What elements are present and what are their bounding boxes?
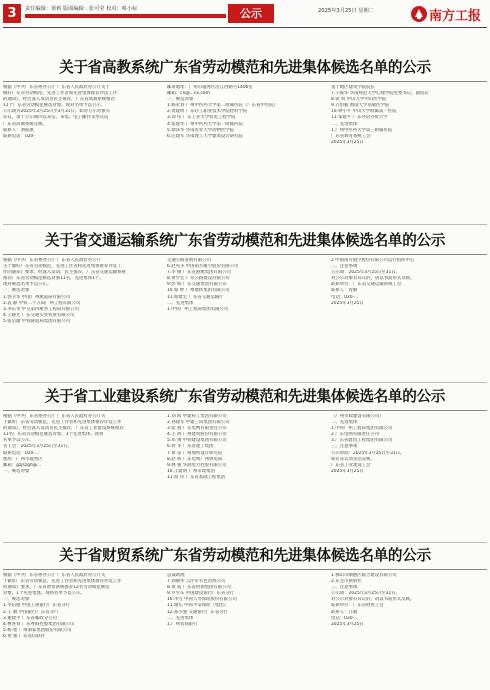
body-line: 根据《中共广东省委办公厅 广东省人民政府办公厅关 xyxy=(3,573,106,578)
body-line: 2.中国南方航空股份有限公司运行指挥中心 xyxy=(331,258,415,263)
body-line: 5.张启雄 中铁隧道局集团有限公司 xyxy=(3,318,71,324)
page-header xyxy=(0,0,490,28)
body-line: 11.蔡建宏 广东省交通运输厅 xyxy=(167,294,224,300)
body-line: 1.广州农商银行 xyxy=(167,621,198,627)
body-line: 联系单位：广东省财贸工会 xyxy=(331,603,384,609)
body-column xyxy=(3,414,159,481)
body-line: 二、先进集体 xyxy=(167,615,194,621)
body-line: 2.广东电网有限责任公司 xyxy=(331,432,380,438)
body-line: 的通知》，经过深入发动及民主推荐，广东省工业建设系统推荐 xyxy=(3,426,124,432)
body-line: 公示期：2025年3月25日至31日。 xyxy=(331,270,401,276)
body-line: 10.王建明 广州市政集团 xyxy=(167,468,215,474)
body-column xyxy=(3,573,159,640)
title-divider xyxy=(3,569,487,570)
body-line: 2025年3月25日 xyxy=(331,300,364,306)
body-line: 1.郭卫华 中国广州航道局有限公司 xyxy=(3,294,71,300)
body-line: 6.赵英杰 中国南方航空股份有限公司 xyxy=(167,264,239,270)
body-line: 电话：020-... xyxy=(331,615,359,621)
body-line: 三、注意事项 xyxy=(331,444,358,450)
section-label: 公示 xyxy=(228,4,274,23)
body-line: 8.赵 辉 广东电网广州供电局 xyxy=(167,456,223,462)
body-line: 1.中铁广州工程局集团有限公司 xyxy=(331,426,393,432)
body-line: 邮箱：cn@...cx.com xyxy=(167,91,210,97)
body-line: 邮箱：gzjszgh@... xyxy=(3,462,42,468)
header-divider xyxy=(3,27,487,28)
body-line: 二、先进集体 xyxy=(331,121,358,127)
body-line: 联系电话：020- xyxy=(3,133,35,139)
body-line: （广州市政建设有限公司） xyxy=(331,414,384,419)
article-title: 关于省交通运输系统广东省劳动模范和先进集体候选名单的公示 xyxy=(44,232,446,249)
article-separator xyxy=(3,382,487,383)
worker-logo-icon xyxy=(410,5,428,23)
body-line: 4.王 鸿 广州建筑股份有限公司 xyxy=(167,432,227,438)
body-line: 11.蔡 伟 广东省基础工程集团 xyxy=(167,474,226,480)
body-line: 2.袁 静 中铁二十五局广州工程有限公司 xyxy=(3,300,81,306)
body-column xyxy=(331,414,487,481)
body-line: 5.邓 翔 中铁建设集团有限公司 xyxy=(167,438,227,444)
body-line: 广东省工业建设工会 xyxy=(331,462,371,468)
brand-name: 南方工报 xyxy=(429,9,482,24)
body-line: 9.林 强 华润电力控股有限公司 xyxy=(167,462,227,468)
body-line: 11.谢东 中国平安保险（集团） xyxy=(167,603,229,609)
body-line: 一、候选对象 xyxy=(3,288,30,294)
article-higher-education xyxy=(3,58,487,146)
body-line: 6.黄 强 广东农信联社 xyxy=(3,633,46,639)
body-line: 11个广东省劳动模范候选对象。现对名单予以公示， xyxy=(3,103,106,109)
body-line: 10.李雪 中国人寿保险股份有限公司 xyxy=(167,597,237,603)
body-line: 10.蔡 婷 广州地铁集团有限公司 xyxy=(167,288,230,294)
article-transport xyxy=(3,231,487,325)
body-line: 异议，请于公示期内以来信、来电、电子邮件等形式向 xyxy=(3,115,109,121)
body-line: 2.王 敏 中国银行广东省分行 xyxy=(3,609,59,615)
issue-date: 2025年3月25日 星期二 xyxy=(318,8,374,14)
body-line: 4.王晓光 广东交通实业投资有限公司 xyxy=(3,312,75,318)
body-line: 公示期：2025年3月25日至31日。 xyxy=(331,591,401,597)
body-line: 4.张建华 广州中医药大学第一附属医院 xyxy=(167,121,243,127)
body-line: 根据《中共广东省委办公厅 广东省人民政府办公厅关于 xyxy=(3,85,110,90)
body-line: 7.李 俊 广东省港航集团有限公司 xyxy=(167,270,232,276)
body-line: 广东省教育系统工会 xyxy=(331,133,371,139)
body-line: 7.黄 雷 广州地铁设计研究院 xyxy=(167,450,223,456)
body-line: 6.何 华 广东省建工集团 xyxy=(167,444,214,450)
body-column xyxy=(167,85,323,146)
article-title: 关于省高教系统广东省劳动模范和先进集体候选名单的公示 xyxy=(59,59,431,76)
body-line: 三、注意事项 xyxy=(331,585,358,591)
body-line: 1.刘 海 中建科工集团有限公司 xyxy=(167,414,227,419)
body-line: 11.邹建平 广东外语外贸大学 xyxy=(331,115,388,121)
article-finance-trade xyxy=(3,546,487,640)
body-line: 地址：广州市越秀区 xyxy=(3,456,43,462)
title-divider xyxy=(3,254,487,255)
body-column xyxy=(331,258,487,325)
body-line: 二、先进集体 xyxy=(331,420,358,426)
body-line: 于做好广东省劳动模范、先进工作者和先进集体推荐评选工作 xyxy=(3,420,122,426)
body-line: 8.黄少宏 广东公路建设有限公司 xyxy=(167,276,230,282)
body-line: 9.万恒毅 暨南大学基础医学院 xyxy=(331,103,390,109)
body-line: 4.曹喜春 广东粤海控股集团有限公司 xyxy=(3,621,75,627)
body-line: 3.谢建平 广东省邮政分公司 xyxy=(3,615,57,621)
body-line: 3.刘 伟 广东工业大学机电工程学院 xyxy=(167,115,236,121)
body-line: 1.中铁广州工程局集团有限公司 xyxy=(167,306,229,312)
article-body xyxy=(3,414,487,481)
body-line: 2025年3月25日 xyxy=(331,139,364,145)
body-line: 7.王振华 华南师范大学心理学院党委书记、副院长 xyxy=(331,91,429,97)
body-line: 的通知》，经过深入发动及民主推荐，广东省高教系统推荐 xyxy=(3,97,115,103)
body-line: 作的通知》要求，经深入发动、民主推荐，广东省交通运输系统 xyxy=(3,270,126,276)
body-line: 关于做好广东省劳动模范、先进工作者和先进集体推荐评选工 xyxy=(3,264,122,270)
body-line: 的通知》要求，广东省财贸系统推荐12名劳动模范候选 xyxy=(3,585,110,591)
body-line: 2.龚建明 广东轻工职业技术学院材料学院 xyxy=(167,109,248,115)
body-line: 8.黄 超 广东省供销集团有限公司 xyxy=(167,585,232,591)
body-line: 3.张 燕 广东电网有限责任公司 xyxy=(167,426,227,432)
body-line: 邮寄地址：广州市越秀区沿江西路号1406室 xyxy=(167,85,253,90)
article-separator xyxy=(3,224,487,225)
body-line: 8.张 明 中山大学中山医学院 xyxy=(331,97,387,103)
article-title: 关于省财贸系统广东省劳动模范和先进集体候选名单的公示 xyxy=(59,547,431,564)
title-divider xyxy=(3,81,487,82)
body-line: 一、候选对象 xyxy=(3,468,30,474)
body-line: 联系电话：020-... xyxy=(3,450,40,456)
body-line: 公示期为2025年3月25日至3月31日。如对公示对象有 xyxy=(3,109,110,115)
body-column xyxy=(167,573,323,640)
body-line: 5.徐泽华 华南农业大学动物医学院 xyxy=(167,127,235,133)
body-line: 对象、1个先进集体。现将名单予以公示。 xyxy=(3,591,85,597)
body-line: 一、候选对象 xyxy=(3,597,30,603)
body-line: 2.孙建军 中建三局集团有限公司 xyxy=(167,420,230,426)
body-line: 联系单位：广东省交通运输系统工会 xyxy=(331,282,402,288)
body-column xyxy=(167,258,323,325)
body-line: 电话：020-... xyxy=(331,294,359,300)
body-line: 如有异议请来信反映。 xyxy=(331,456,375,462)
body-column xyxy=(3,85,159,146)
title-divider xyxy=(3,410,487,411)
body-line: 9.彭 辉 广东交通集团有限公司 xyxy=(167,282,227,288)
body-line: 9.罗少东 中国建设银行广东省分行 xyxy=(167,591,235,597)
body-line: 根据《中共广东省委办公厅 广东省人民政府办公厅 xyxy=(3,258,101,263)
body-line: 3.广东省建筑工程集团有限公司 xyxy=(331,438,393,444)
article-industrial-construction xyxy=(3,387,487,481)
body-line: 交通公路发展有限公司 xyxy=(167,258,211,263)
body-line: 一、候选对象 xyxy=(167,97,194,103)
body-line: 2025年3月25日 xyxy=(331,468,364,474)
body-line: 3.李东华 中交第四航务工程局有限公司 xyxy=(3,306,79,312)
body-line: 基于地区建筑学院院长 xyxy=(331,85,375,90)
body-line: 现对候选名单予以公示。 xyxy=(3,282,52,288)
body-line: 1.佛山市顺德区联合建设有限公司 xyxy=(331,573,397,578)
body-line: 总裁助理 xyxy=(167,573,185,578)
body-line: 10.钟小平 中山大学附属第一医院 xyxy=(331,109,397,115)
masthead-brand xyxy=(410,3,488,25)
article-separator xyxy=(3,542,487,543)
article-body xyxy=(3,85,487,146)
body-line: 2.东莞市供销社 xyxy=(331,579,362,585)
body-line: 1.李信德 中国工商银行广东省分行 xyxy=(3,603,71,609)
body-line: 7.刘丽华 云浮市有色冶炼公司 xyxy=(167,579,226,585)
page-number: 3 xyxy=(3,4,21,23)
body-line: 做好广东省劳动模范、先进工作者和先进集体推荐评选工作 xyxy=(3,91,118,97)
header-red-bar xyxy=(25,14,226,18)
body-line: 联系人：曾静 xyxy=(331,288,358,294)
article-title: 关于省工业建设系统广东省劳动模范和先进集体候选名单的公示 xyxy=(44,388,446,405)
body-line: 2025年3月25日 xyxy=(331,621,364,627)
body-line: 于做好广东省劳动模范、先进工作者和先进集体推荐评选工作 xyxy=(3,579,122,585)
body-column xyxy=(3,258,159,325)
body-line: 联系人：江敏 xyxy=(331,609,358,615)
body-column xyxy=(331,85,487,146)
body-line: 推荐广东省劳动模范候选对象11名、先进集体1个。 xyxy=(3,276,104,282)
body-line: 公示时间：2025年3月25日至31日。 xyxy=(331,450,405,456)
body-line: 1.广州中医药大学第三附属医院 xyxy=(331,127,393,133)
body-line: 广东省高教系统反映。 xyxy=(3,121,47,127)
body-line: 三、注意事项 xyxy=(331,264,358,270)
body-line: 1.杨永春 广州中医药大学第二附属医院（广东省中医院） xyxy=(167,103,278,109)
body-line: 12.郑少强 交通银行广东省分行 xyxy=(167,609,229,615)
body-line: 根据《中共广东省委办公厅 广东省人民政府办公厅关 xyxy=(3,414,106,419)
body-line: 11名广东省劳动模范候选对象、3个先进集体。现将 xyxy=(3,432,104,438)
body-line: 联系人：刘振康 xyxy=(3,127,34,133)
editor-credits: 责任编辑：黄莉 版面编辑：张可莹 校对：蔡小标 xyxy=(25,6,138,12)
body-column xyxy=(167,414,323,481)
body-line: 省工会：2025年3月25日至31日。 xyxy=(3,444,73,450)
body-line: 名单予以公示。 xyxy=(3,438,34,444)
body-column xyxy=(331,573,487,640)
body-line: 5.杨 程 广州酒家集团股份有限公司 xyxy=(3,627,72,633)
body-line: 6.汪建军 华南理工大学建筑设计研究院 xyxy=(167,133,243,139)
body-line: 二、先进集体 xyxy=(167,300,194,306)
article-body xyxy=(3,258,487,325)
body-line: 对公示对象有异议的，请以书面形式反映。 xyxy=(331,597,415,603)
article-body xyxy=(3,573,487,640)
body-line: 对公示对象有异议的，请以书面形式反映。 xyxy=(331,276,415,282)
